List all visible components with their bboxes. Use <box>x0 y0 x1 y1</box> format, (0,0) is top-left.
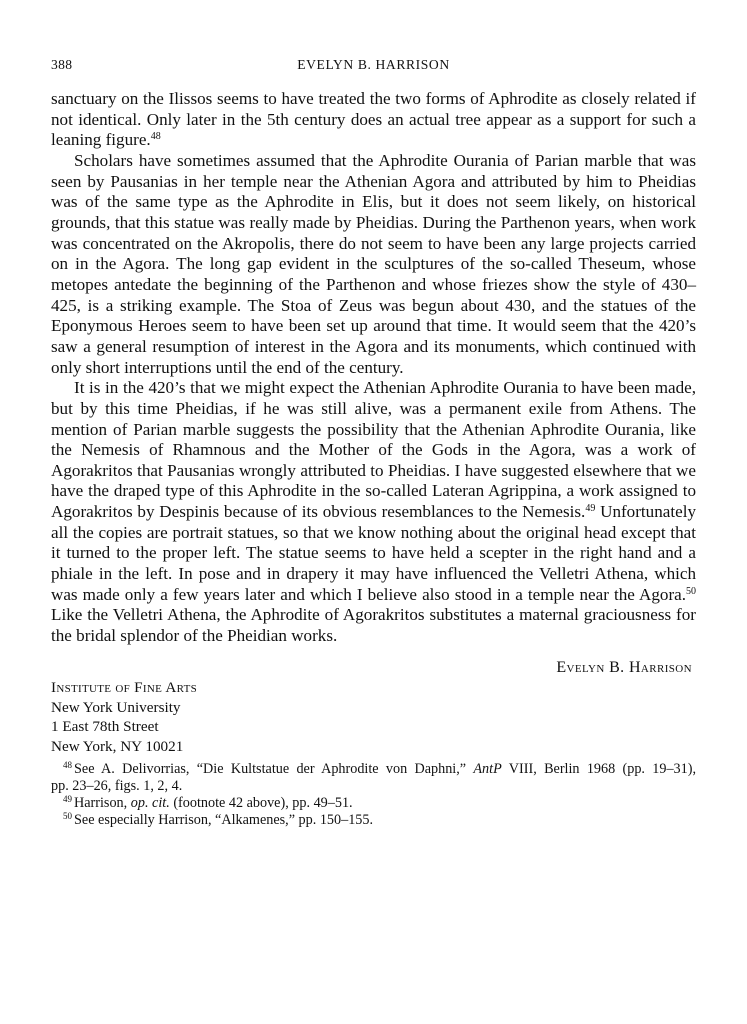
footnote-48-line-1 <box>63 761 696 778</box>
paragraph-1-text: sanctuary on the Ilissos seems to have treated the two forms of Aphrodite as closely related if not identical. Only later in the 5th century does an actual tree appear as a support for such a leaning figure. <box>51 89 696 150</box>
author-signature: Evelyn B. Harrison <box>556 659 692 676</box>
footnote-number-50: 50 <box>63 811 72 821</box>
paragraph-3-text-c: Like the Velletri Athena, the Aphrodite of Agorakritos substitutes a maternal graciousness for the bridal splendor of the Pheidian works. <box>51 605 696 646</box>
footnote-number-49: 49 <box>63 794 72 804</box>
footnote-ref-49[interactable]: 49 <box>585 503 596 515</box>
paragraph-3-text-a: It is in the 420’s that we might expect the Athenian Aphrodite Ourania to have been made, but by this time Pheidias, if he was still alive, was a permanent exile from Athens. The mention of Parian marble suggests the possibility that the Athenian Aphrodite Ourania, like the Nemesis of Rhamnous and the Mother of the Gods in the Agora, was a work of Agorakritos that Pausanias wrongly attributed to Pheidias. I have suggested elsewhere that we have the draped type of this Aphrodite in the so-called Lateran Agrippina, a work assigned to Agorakritos by Despinis because of its obvious resemblances to the Nemesis. <box>51 378 696 522</box>
footnote-49 <box>51 795 696 812</box>
paragraph-2: Scholars have sometimes assumed that the Aphrodite Ourania of Parian marble that was seen by Pausanias in her temple near the Athenian Agora and attributed by him to Pheidias was of the same type as the Aphrodite in Elis, but it does not seem likely, on historical grounds, that this statue was really made by Pheidias. During the Parthenon years, when work was concentrated on the Akropolis, there do not seem to have been any large projects carried on in the Agora. The long gap evident in the sculptures of the so-called Theseum, whose metopes antedate the beginning of the Parthenon and whose friezes show the style of 430–425, is a striking example. The Stoa of Zeus was begun about 430, and the statues of the Eponymous Heroes seem to have been set up around that time. It would seem that the 420’s saw a general resumption of interest in the Agora and its monuments, which continued with only short interruptions until the end of the century. <box>51 150 696 377</box>
footnote-50-text: See especially Harrison, “Alkamenes,” pp. 150–155. <box>74 812 374 828</box>
footnote-49-op-cit: op. cit. <box>130 795 170 811</box>
body-text <box>51 89 696 647</box>
footnote-48-journal: AntP <box>473 761 502 777</box>
address-university: New York University <box>51 698 181 716</box>
footnote-49-text: Harrison, <box>74 795 131 811</box>
address-city: New York, NY 10021 <box>51 737 184 755</box>
paragraph-3 <box>51 378 696 647</box>
author-address <box>51 678 197 756</box>
running-title: EVELYN B. HARRISON <box>297 57 450 72</box>
footnote-48-text: See A. Delivorrias, “Die Kultstatue der Aphrodite von Daphni,” <box>74 761 474 777</box>
footnote-ref-50[interactable]: 50 <box>686 585 696 597</box>
footnote-48-continuation: pp. 23–26, figs. 1, 2, 4. <box>51 778 183 794</box>
page-number: 388 <box>51 57 73 72</box>
paragraph-1 <box>51 89 696 151</box>
footnotes <box>51 761 696 829</box>
footnote-48 <box>51 761 696 795</box>
paragraph-3-text-b: Unfortunately all the copies are portrait statues, so that we know nothing about the original head except that it turned to the proper left. The statue seems to have held a scepter in the right hand and a phiale in the left. In pose and in drapery it may have influenced the Velletri Athena, which was made only a few years later and which I believe also stood in a temple near the Agora. <box>51 502 696 604</box>
address-street: 1 East 78th Street <box>51 718 159 735</box>
footnote-50 <box>51 812 696 829</box>
footnote-48-text-post: VIII, Berlin 1968 (pp. 19–31), <box>501 761 696 777</box>
footnote-49-text-post: (footnote 42 above), pp. 49–51. <box>169 795 353 811</box>
footnote-ref-48[interactable]: 48 <box>150 131 161 143</box>
footnote-number-48: 48 <box>63 760 72 770</box>
address-institution: Institute of Fine Arts <box>51 679 198 696</box>
running-head <box>51 57 696 77</box>
